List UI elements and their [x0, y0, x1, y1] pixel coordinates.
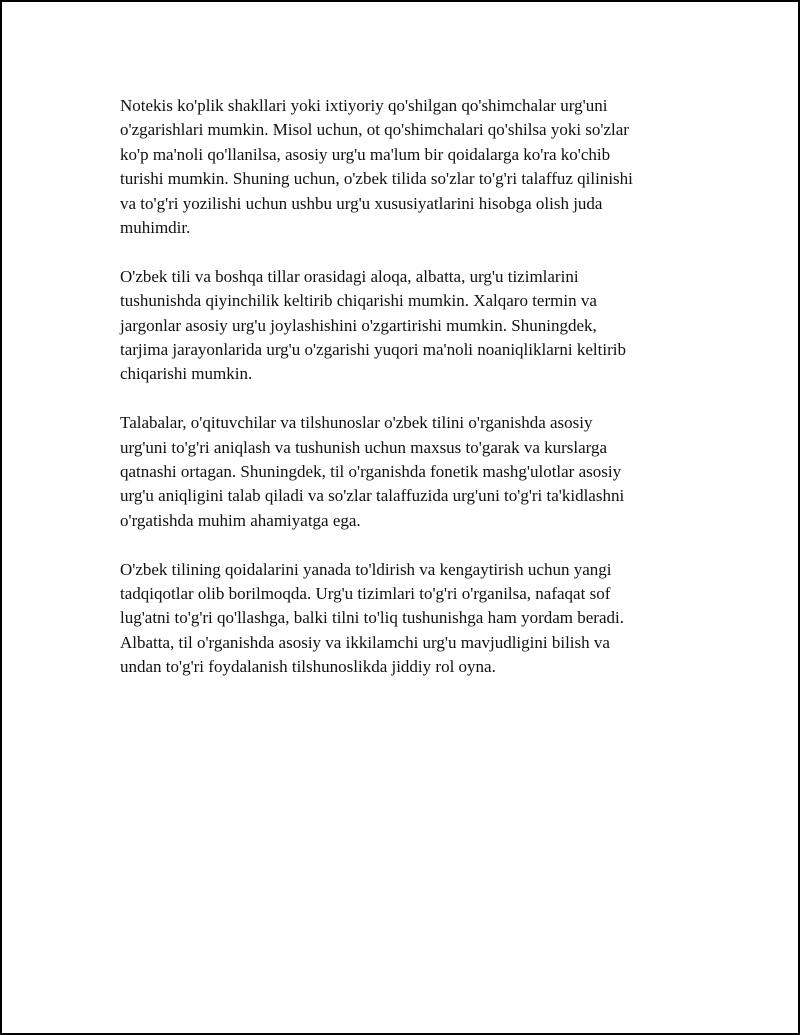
paragraph-line: jargonlar asosiy urg'u joylashishini o'zgartirishi mumkin. Shuningdek, — [120, 315, 597, 335]
paragraph-line: urg'u aniqligini talab qiladi va so'zlar talaffuzida urg'uni to'g'ri ta'kidlashni — [120, 486, 625, 506]
paragraph-line: chiqarishi mumkin. — [120, 364, 253, 384]
paragraph-4 — [120, 558, 708, 680]
document-body — [120, 94, 708, 704]
paragraph-2 — [120, 265, 708, 387]
paragraph-line: lug'atni to'g'ri qo'llashga, balki tilni to'liq tushunishga ham yordam beradi. — [120, 608, 624, 628]
paragraph-line: muhimdir. — [120, 218, 191, 238]
paragraph-line: Talabalar, o'qituvchilar va tilshunoslar o'zbek tilini o'rganishda asosiy — [120, 413, 593, 433]
paragraph-line: qatnashi ortagan. Shuningdek, til o'rganishda fonetik mashg'ulotlar asosiy — [120, 462, 622, 482]
paragraph-line: Notekis ko'plik shakllari yoki ixtiyoriy qo'shilgan qo'shimchalar urg'uni — [120, 96, 608, 115]
paragraph-line: o'zgarishlari mumkin. Misol uchun, ot qo'shimchalari qo'shilsa yoki so'zlar — [120, 120, 629, 140]
paragraph-line: o'rgatishda muhim ahamiyatga ega. — [120, 510, 361, 530]
paragraph-line: undan to'g'ri foydalanish tilshunoslikda jiddiy rol oyna. — [120, 657, 496, 677]
paragraph-3 — [120, 411, 708, 533]
paragraph-line: tarjima jarayonlarida urg'u o'zgarishi yuqori ma'noli noaniqliklarni keltirib — [120, 340, 626, 360]
paragraph-line: va to'g'ri yozilishi uchun ushbu urg'u xususiyatlarini hisobga olish juda — [120, 193, 603, 213]
paragraph-line: Albatta, til o'rganishda asosiy va ikkilamchi urg'u mavjudligini bilish va — [120, 632, 610, 652]
paragraph-line: turishi mumkin. Shuning uchun, o'zbek tilida so'zlar to'g'ri talaffuz qilinishi — [120, 169, 633, 189]
paragraph-line: tadqiqotlar olib borilmoqda. Urg'u tizimlari to'g'ri o'rganilsa, nafaqat sof — [120, 584, 611, 604]
paragraph-line: urg'uni to'g'ri aniqlash va tushunish uchun maxsus to'garak va kurslarga — [120, 437, 608, 457]
paragraph-line: tushunishda qiyinchilik keltirib chiqarishi mumkin. Xalqaro termin va — [120, 291, 597, 311]
paragraph-line: O'zbek tilining qoidalarini yanada to'ldirish va kengaytirish uchun yangi — [120, 559, 612, 579]
paragraph-1 — [120, 94, 708, 240]
paragraph-line: ko'p ma'noli qo'llanilsa, asosiy urg'u ma'lum bir qoidalarga ko'ra ko'chib — [120, 144, 611, 164]
paragraph-line: O'zbek tili va boshqa tillar orasidagi aloqa, albatta, urg'u tizimlarini — [120, 266, 579, 286]
